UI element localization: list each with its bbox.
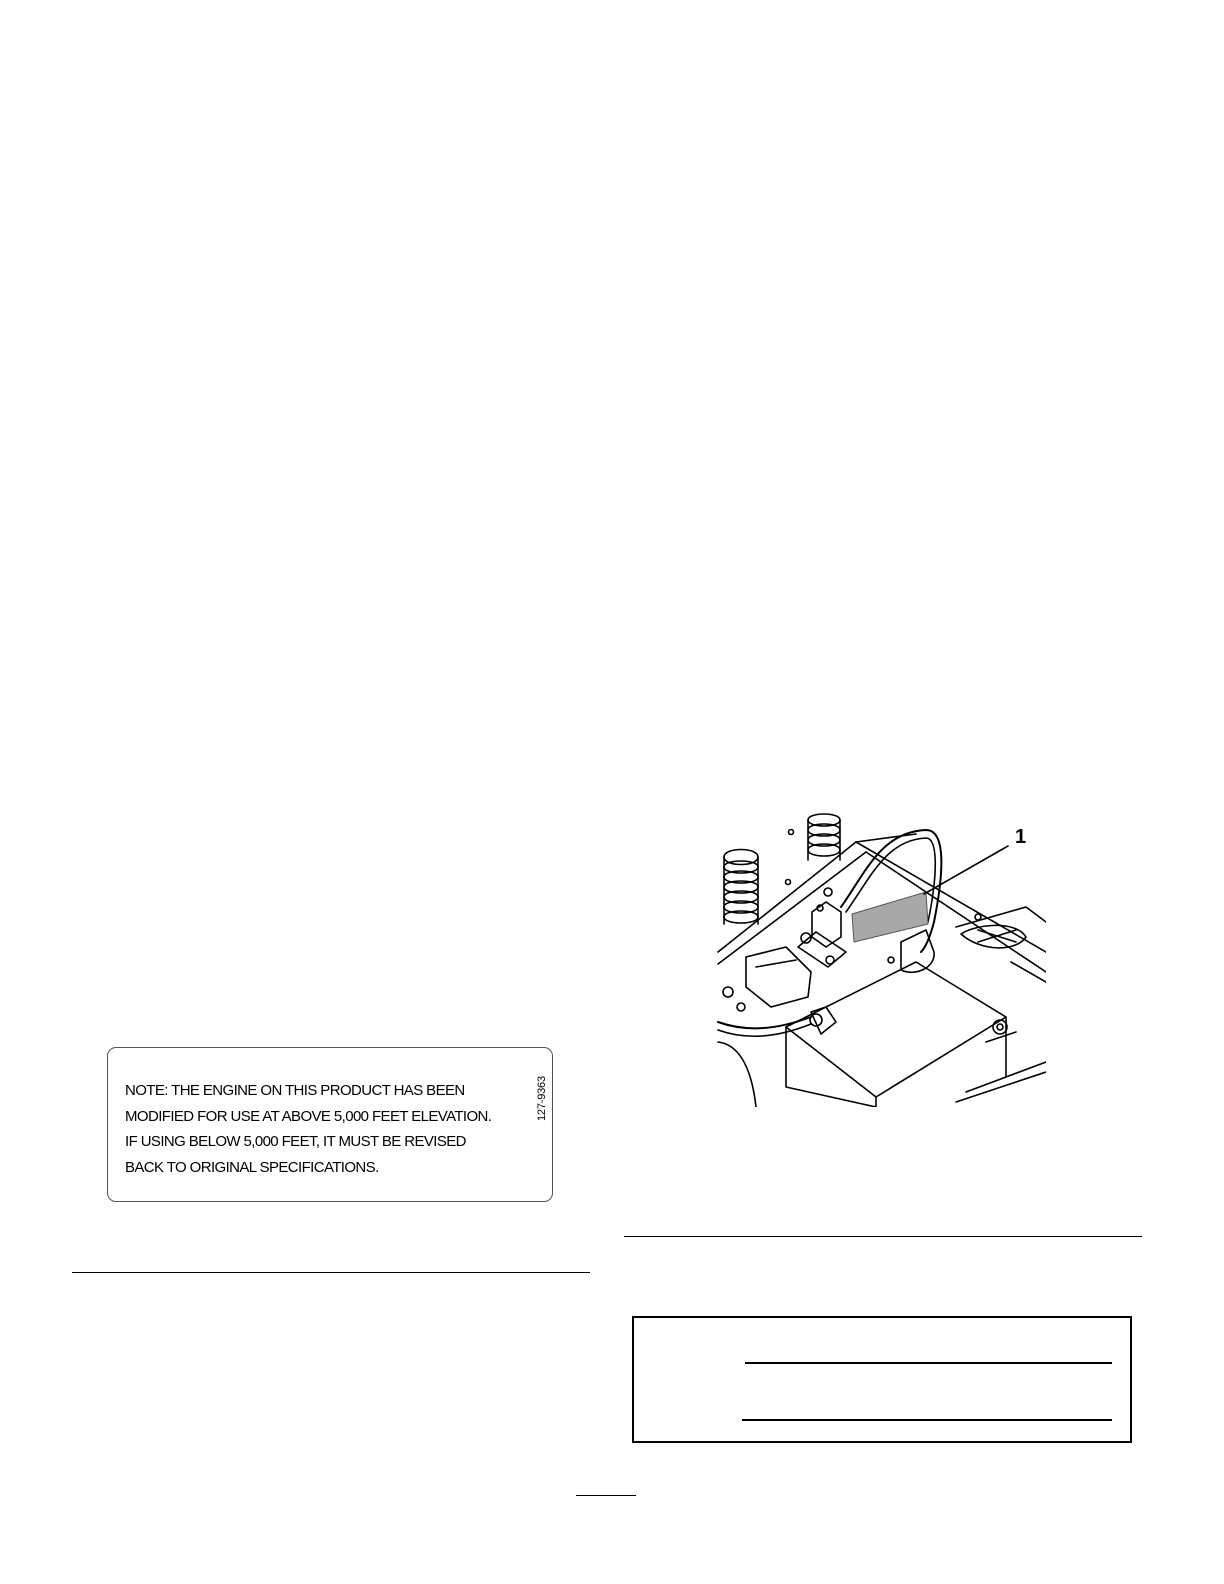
right-bracket bbox=[956, 907, 1046, 1102]
decal-part-number: 127-9363 bbox=[536, 1076, 548, 1121]
section-divider-right bbox=[624, 1236, 1142, 1237]
decal-text bbox=[125, 1078, 491, 1180]
battery bbox=[786, 962, 1006, 1107]
spring-right bbox=[808, 814, 840, 860]
decal-line: IF USING BELOW 5,000 FEET, IT MUST BE REVISED bbox=[125, 1133, 466, 1150]
write-in-line bbox=[745, 1362, 1112, 1364]
battery-area-illustration bbox=[716, 812, 1046, 1107]
altitude-decal bbox=[107, 1047, 553, 1202]
decal-line: NOTE: THE ENGINE ON THIS PRODUCT HAS BEEN bbox=[125, 1082, 465, 1099]
decal-part-number-wrap bbox=[536, 1061, 550, 1121]
decal-line: MODIFIED FOR USE AT ABOVE 5,000 FEET ELEVATION. bbox=[125, 1107, 492, 1125]
page-number-rule bbox=[576, 1495, 636, 1496]
figure-callout-number: 1 bbox=[1015, 826, 1027, 848]
write-in-line bbox=[742, 1419, 1112, 1421]
spring-left bbox=[724, 850, 758, 925]
section-divider-left bbox=[72, 1272, 590, 1273]
record-box bbox=[632, 1316, 1132, 1443]
solenoid bbox=[798, 888, 846, 967]
decal-line: BACK TO ORIGINAL SPECIFICATIONS. bbox=[125, 1158, 379, 1176]
